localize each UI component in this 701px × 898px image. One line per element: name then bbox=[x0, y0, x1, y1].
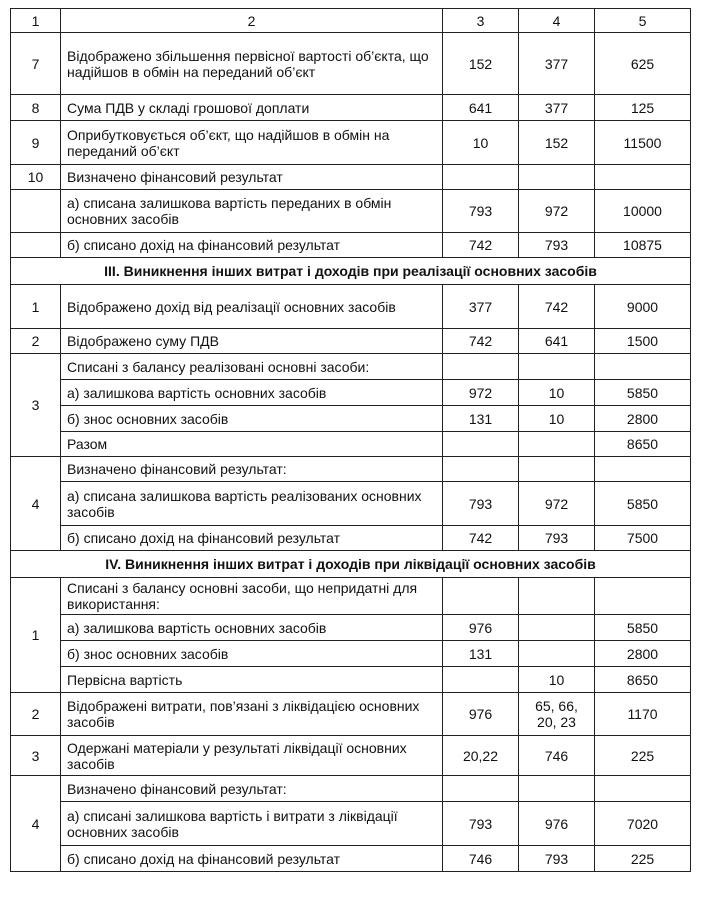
entry-number: 3 bbox=[11, 354, 61, 457]
debit-account: 152 bbox=[443, 33, 519, 95]
entry-amount: 7020 bbox=[595, 802, 691, 846]
table-row bbox=[11, 380, 691, 406]
entry-amount: 625 bbox=[595, 33, 691, 95]
entry-description: Відображені витрати, пов’язані з ліквідацією основних засобів bbox=[61, 693, 443, 736]
debit-account: 976 bbox=[443, 693, 519, 736]
entry-description: а) списані залишкова вартість і витрати з ліквідації основних засобів bbox=[61, 802, 443, 846]
entry-description: Визначено фінансовий результат bbox=[61, 165, 443, 190]
accounting-entries-table bbox=[10, 8, 691, 872]
entry-amount: 8650 bbox=[595, 432, 691, 457]
entry-description: Первісна вартість bbox=[61, 667, 443, 693]
table-row bbox=[11, 615, 691, 641]
credit-account: 972 bbox=[519, 482, 595, 526]
table-row bbox=[11, 190, 691, 233]
entry-number: 1 bbox=[11, 285, 61, 329]
entry-amount bbox=[595, 578, 691, 615]
entry-number: 2 bbox=[11, 329, 61, 354]
debit-account: 742 bbox=[443, 526, 519, 551]
debit-account bbox=[443, 354, 519, 380]
section-header-row bbox=[11, 551, 691, 578]
table-body bbox=[11, 9, 691, 872]
entry-number: 9 bbox=[11, 121, 61, 165]
entry-description: Відображено суму ПДВ bbox=[61, 329, 443, 354]
entry-amount: 7500 bbox=[595, 526, 691, 551]
debit-account: 20,22 bbox=[443, 736, 519, 776]
credit-account: 10 bbox=[519, 380, 595, 406]
debit-account bbox=[443, 432, 519, 457]
entry-description: а) залишкова вартість основних засобів bbox=[61, 615, 443, 641]
credit-account: 976 bbox=[519, 802, 595, 846]
header-col-4: 4 bbox=[519, 9, 595, 33]
debit-account: 742 bbox=[443, 329, 519, 354]
entry-amount: 9000 bbox=[595, 285, 691, 329]
credit-account: 793 bbox=[519, 233, 595, 258]
debit-account bbox=[443, 667, 519, 693]
table-row bbox=[11, 482, 691, 526]
entry-number: 10 bbox=[11, 165, 61, 190]
entry-number: 3 bbox=[11, 736, 61, 776]
entry-description: Оприбутковується об’єкт, що надійшов в обмін на переданий об’єкт bbox=[61, 121, 443, 165]
table-row bbox=[11, 95, 691, 121]
entry-amount: 2800 bbox=[595, 406, 691, 432]
table-row bbox=[11, 736, 691, 776]
entry-number: 2 bbox=[11, 693, 61, 736]
entry-amount bbox=[595, 776, 691, 802]
entry-description: Списані з балансу реалізовані основні засоби: bbox=[61, 354, 443, 380]
table-row bbox=[11, 578, 691, 615]
entry-description: Одержані матеріали у результаті ліквідації основних засобів bbox=[61, 736, 443, 776]
table-row bbox=[11, 526, 691, 551]
credit-account bbox=[519, 165, 595, 190]
table-row bbox=[11, 33, 691, 95]
table-row bbox=[11, 802, 691, 846]
table-row bbox=[11, 354, 691, 380]
entry-amount: 8650 bbox=[595, 667, 691, 693]
table-row bbox=[11, 406, 691, 432]
debit-account: 742 bbox=[443, 233, 519, 258]
credit-account: 10 bbox=[519, 406, 595, 432]
entry-number: 4 bbox=[11, 457, 61, 551]
credit-account bbox=[519, 578, 595, 615]
credit-account: 793 bbox=[519, 846, 595, 872]
debit-account: 746 bbox=[443, 846, 519, 872]
credit-account bbox=[519, 354, 595, 380]
table-row bbox=[11, 693, 691, 736]
entry-description: а) списана залишкова вартість переданих в обмін основних засобів bbox=[61, 190, 443, 233]
debit-account: 793 bbox=[443, 482, 519, 526]
debit-account: 131 bbox=[443, 641, 519, 667]
credit-account bbox=[519, 432, 595, 457]
credit-account bbox=[519, 641, 595, 667]
table-row bbox=[11, 329, 691, 354]
entry-description: б) знос основних засобів bbox=[61, 406, 443, 432]
entry-amount bbox=[595, 165, 691, 190]
debit-account: 641 bbox=[443, 95, 519, 121]
debit-account bbox=[443, 457, 519, 482]
table-row bbox=[11, 285, 691, 329]
entry-amount: 5850 bbox=[595, 482, 691, 526]
table-row bbox=[11, 776, 691, 802]
credit-account: 641 bbox=[519, 329, 595, 354]
credit-account bbox=[519, 615, 595, 641]
entry-amount: 5850 bbox=[595, 615, 691, 641]
entry-amount: 225 bbox=[595, 846, 691, 872]
entry-number: 7 bbox=[11, 33, 61, 95]
table-row bbox=[11, 641, 691, 667]
entry-number bbox=[11, 190, 61, 233]
section-title: III. Виникнення інших витрат і доходів при реалізації основних засобів bbox=[11, 258, 691, 285]
table-row bbox=[11, 121, 691, 165]
header-col-2: 2 bbox=[61, 9, 443, 33]
entry-description: Відображено збільшення первісної вартості об’єкта, що надійшов в обмін на переданий об’єкт bbox=[61, 33, 443, 95]
entry-description: Разом bbox=[61, 432, 443, 457]
debit-account: 377 bbox=[443, 285, 519, 329]
credit-account bbox=[519, 776, 595, 802]
debit-account bbox=[443, 776, 519, 802]
entry-number: 4 bbox=[11, 776, 61, 872]
entry-amount: 1170 bbox=[595, 693, 691, 736]
debit-account: 131 bbox=[443, 406, 519, 432]
credit-account: 377 bbox=[519, 95, 595, 121]
credit-account: 742 bbox=[519, 285, 595, 329]
table-row bbox=[11, 233, 691, 258]
entry-description: б) знос основних засобів bbox=[61, 641, 443, 667]
entry-amount: 5850 bbox=[595, 380, 691, 406]
section-header-row bbox=[11, 258, 691, 285]
debit-account: 972 bbox=[443, 380, 519, 406]
credit-account: 793 bbox=[519, 526, 595, 551]
entry-description: Відображено дохід від реалізації основних засобів bbox=[61, 285, 443, 329]
credit-account: 65, 66, 20, 23 bbox=[519, 693, 595, 736]
entry-amount: 11500 bbox=[595, 121, 691, 165]
credit-account: 152 bbox=[519, 121, 595, 165]
entry-amount bbox=[595, 457, 691, 482]
entry-amount: 2800 bbox=[595, 641, 691, 667]
entry-amount: 10000 bbox=[595, 190, 691, 233]
table-row bbox=[11, 846, 691, 872]
entry-number bbox=[11, 233, 61, 258]
credit-account: 746 bbox=[519, 736, 595, 776]
debit-account: 793 bbox=[443, 190, 519, 233]
entry-description: б) списано дохід на фінансовий результат bbox=[61, 233, 443, 258]
entry-amount: 10875 bbox=[595, 233, 691, 258]
debit-account: 976 bbox=[443, 615, 519, 641]
credit-account: 972 bbox=[519, 190, 595, 233]
entry-amount: 125 bbox=[595, 95, 691, 121]
entry-description: Визначено фінансовий результат: bbox=[61, 457, 443, 482]
entry-description: б) списано дохід на фінансовий результат bbox=[61, 526, 443, 551]
entry-description: Сума ПДВ у складі грошової доплати bbox=[61, 95, 443, 121]
entry-description: а) списана залишкова вартість реалізованих основних засобів bbox=[61, 482, 443, 526]
entry-amount: 1500 bbox=[595, 329, 691, 354]
entry-description: Визначено фінансовий результат: bbox=[61, 776, 443, 802]
entry-number: 8 bbox=[11, 95, 61, 121]
header-col-5: 5 bbox=[595, 9, 691, 33]
entry-description: Списані з балансу основні засоби, що непридатні для використання: bbox=[61, 578, 443, 615]
credit-account: 377 bbox=[519, 33, 595, 95]
table-row bbox=[11, 432, 691, 457]
credit-account: 10 bbox=[519, 667, 595, 693]
header-col-1: 1 bbox=[11, 9, 61, 33]
debit-account: 10 bbox=[443, 121, 519, 165]
debit-account bbox=[443, 578, 519, 615]
header-row bbox=[11, 9, 691, 33]
table-row bbox=[11, 667, 691, 693]
section-title: IV. Виникнення інших витрат і доходів при ліквідації основних засобів bbox=[11, 551, 691, 578]
credit-account bbox=[519, 457, 595, 482]
entry-number: 1 bbox=[11, 578, 61, 693]
entry-description: б) списано дохід на фінансовий результат bbox=[61, 846, 443, 872]
header-col-3: 3 bbox=[443, 9, 519, 33]
table-row bbox=[11, 165, 691, 190]
table-row bbox=[11, 457, 691, 482]
debit-account: 793 bbox=[443, 802, 519, 846]
entry-amount: 225 bbox=[595, 736, 691, 776]
debit-account bbox=[443, 165, 519, 190]
entry-description: а) залишкова вартість основних засобів bbox=[61, 380, 443, 406]
entry-amount bbox=[595, 354, 691, 380]
